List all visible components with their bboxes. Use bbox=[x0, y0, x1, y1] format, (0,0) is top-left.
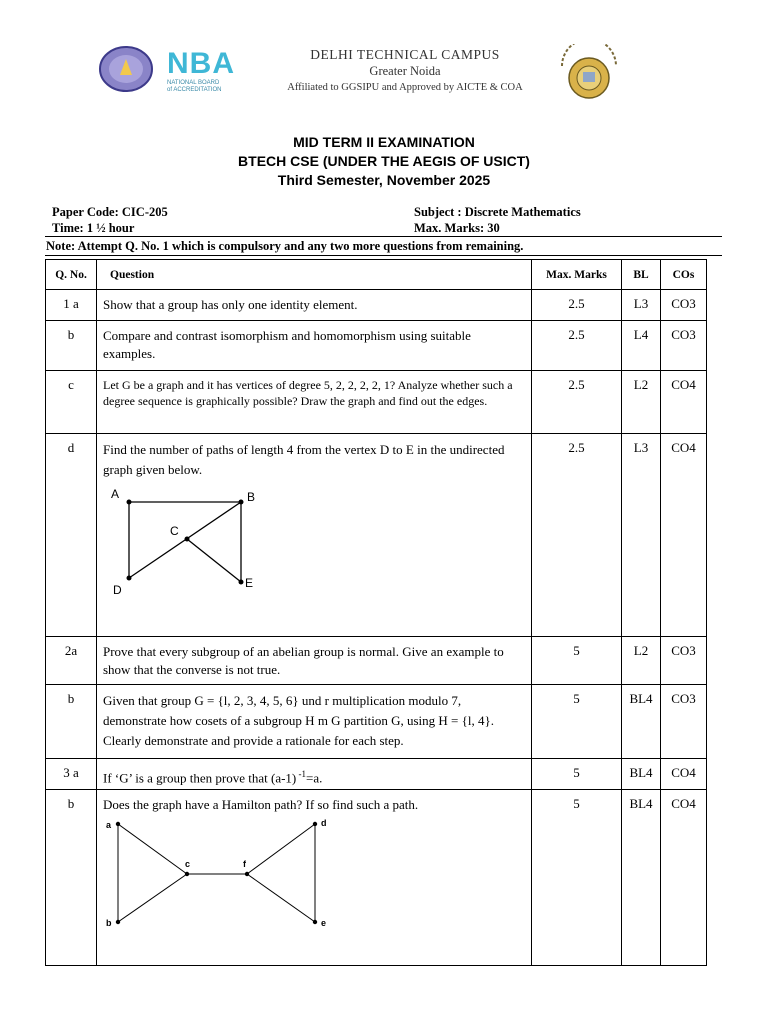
table-row bbox=[46, 759, 707, 790]
institute-name: DELHI TECHNICAL CAMPUS bbox=[310, 47, 500, 62]
marks-cell: 5 bbox=[532, 685, 622, 759]
table-row bbox=[46, 321, 707, 371]
divider-bottom bbox=[45, 255, 722, 256]
co-cell: CO4 bbox=[661, 434, 707, 637]
header-question: Question bbox=[97, 260, 532, 290]
bl-cell: L4 bbox=[622, 321, 661, 371]
co-cell: CO4 bbox=[661, 759, 707, 790]
institute-affiliation: Affiliated to GGSIPU and Approved by AICTE & COA bbox=[287, 82, 523, 93]
header-max-marks: Max. Marks bbox=[532, 260, 622, 290]
question-number: b bbox=[46, 685, 97, 759]
co-cell: CO3 bbox=[661, 685, 707, 759]
co-cell: CO3 bbox=[661, 321, 707, 371]
edge-c-e bbox=[187, 539, 241, 582]
institute-location: Greater Noida bbox=[369, 64, 441, 78]
nba-subtitle-2: of ACCREDITATION bbox=[167, 87, 222, 93]
nba-logo bbox=[167, 48, 237, 98]
question-number: 2a bbox=[46, 637, 97, 685]
vertex-b bbox=[116, 920, 120, 924]
divider-top bbox=[45, 236, 722, 237]
table-row bbox=[46, 685, 707, 759]
ggsipu-seal bbox=[556, 44, 622, 100]
question-cell bbox=[97, 759, 532, 790]
nba-subtitle-1: NATIONAL BOARD bbox=[167, 80, 220, 86]
marks-cell: 2.5 bbox=[532, 290, 622, 321]
vertex-e bbox=[239, 580, 244, 585]
program-title: BTECH CSE (UNDER THE AEGIS OF USICT) bbox=[238, 153, 530, 169]
exam-time: Time: 1 ½ hour bbox=[52, 221, 135, 235]
vertex-label-d: D bbox=[113, 583, 122, 597]
table-row bbox=[46, 637, 707, 685]
question-number: d bbox=[46, 434, 97, 637]
marks-cell: 5 bbox=[532, 759, 622, 790]
vertex-c bbox=[185, 872, 189, 876]
vertex-label-f: f bbox=[243, 859, 246, 869]
marks-cell: 2.5 bbox=[532, 434, 622, 637]
vertex-label-e: E bbox=[245, 576, 254, 590]
question-number: 1 a bbox=[46, 290, 97, 321]
bl-cell: L3 bbox=[622, 290, 661, 321]
question-number: b bbox=[46, 790, 97, 966]
edge-b-c bbox=[118, 874, 187, 922]
bl-cell: BL4 bbox=[622, 790, 661, 966]
semester-title: Third Semester, November 2025 bbox=[277, 172, 491, 188]
vertex-a bbox=[127, 500, 132, 505]
vertex-label-e: e bbox=[321, 918, 327, 928]
co-cell: CO4 bbox=[661, 371, 707, 434]
edge-f-d bbox=[247, 824, 315, 874]
question-text: Find the number of paths of length 4 from the vertex D to E in the undirected graph given below. bbox=[103, 442, 505, 477]
edge-f-e bbox=[247, 874, 315, 922]
marks-cell: 5 bbox=[532, 790, 622, 966]
question-text: Show that a group has only one identity element. bbox=[97, 290, 532, 321]
co-cell: CO3 bbox=[661, 637, 707, 685]
co-cell: CO3 bbox=[661, 290, 707, 321]
vertex-b bbox=[239, 500, 244, 505]
graph-figure-1 bbox=[103, 486, 273, 598]
note: Note: Attempt Q. No. 1 which is compulsory and any two more questions from remaining. bbox=[46, 239, 524, 253]
vertex-label-c: C bbox=[170, 524, 179, 538]
bl-cell: BL4 bbox=[622, 685, 661, 759]
vertex-e bbox=[313, 920, 317, 924]
question-number: 3 a bbox=[46, 759, 97, 790]
question-text: Compare and contrast isomorphism and homomorphism using suitable examples. bbox=[97, 321, 532, 371]
bl-cell: L3 bbox=[622, 434, 661, 637]
marks-cell: 2.5 bbox=[532, 321, 622, 371]
question-number: c bbox=[46, 371, 97, 434]
vertex-label-c: c bbox=[185, 859, 191, 869]
question-text: Let G be a graph and it has vertices of degree 5, 2, 2, 2, 2, 1? Analyze whether such a degree sequence is graphically possible? Draw the graph and find out the edges. bbox=[97, 371, 532, 434]
question-text: Prove that every subgroup of an abelian group is normal. Give an example to show that the converse is not true. bbox=[97, 637, 532, 685]
exam-title: MID TERM II EXAMINATION bbox=[293, 134, 475, 150]
vertex-f bbox=[245, 872, 249, 876]
header-bl: BL bbox=[622, 260, 661, 290]
vertex-label-b: B bbox=[247, 490, 256, 504]
paper-code: Paper Code: CIC-205 bbox=[52, 205, 168, 219]
question-text: If ‘G’ is a group then prove that (a-1) bbox=[103, 770, 297, 786]
nba-logo-text: NBA bbox=[167, 47, 235, 80]
marks-cell: 2.5 bbox=[532, 371, 622, 434]
question-number: b bbox=[46, 321, 97, 371]
table-header-row bbox=[46, 260, 707, 290]
table-row bbox=[46, 434, 707, 637]
table-row bbox=[46, 371, 707, 434]
table-row bbox=[46, 790, 707, 966]
question-text: Given that group G = {l, 2, 3, 4, 5, 6} und r multiplication modulo 7, demonstrate how cosets of a subgroup H m G partition G, using H = {l, 4}. Clearly demonstrate and provide a rationale for each step. bbox=[97, 685, 532, 759]
header-qno: Q. No. bbox=[46, 260, 97, 290]
vertex-label-d: d bbox=[321, 818, 327, 828]
subject: Subject : Discrete Mathematics bbox=[414, 205, 581, 219]
header-cos: COs bbox=[661, 260, 707, 290]
graph-figure-2 bbox=[103, 816, 343, 928]
superscript: -1 bbox=[296, 769, 306, 779]
max-marks: Max. Marks: 30 bbox=[414, 221, 500, 235]
table-row bbox=[46, 290, 707, 321]
vertex-d bbox=[313, 822, 317, 826]
question-cell bbox=[97, 434, 532, 637]
bl-cell: L2 bbox=[622, 371, 661, 434]
university-logo bbox=[98, 45, 154, 95]
question-cell bbox=[97, 790, 532, 966]
vertex-a bbox=[116, 822, 120, 826]
vertex-c bbox=[185, 537, 190, 542]
vertex-label-a: A bbox=[111, 487, 120, 501]
question-table bbox=[45, 259, 707, 966]
question-text-end: =a. bbox=[306, 770, 323, 786]
vertex-d bbox=[127, 576, 132, 581]
edge-a-c bbox=[118, 824, 187, 874]
institute-header bbox=[270, 46, 540, 96]
vertex-label-b: b bbox=[106, 918, 112, 928]
bl-cell: L2 bbox=[622, 637, 661, 685]
co-cell: CO4 bbox=[661, 790, 707, 966]
vertex-label-a: a bbox=[106, 820, 112, 830]
marks-cell: 5 bbox=[532, 637, 622, 685]
question-text: Does the graph have a Hamilton path? If so find such a path. bbox=[103, 797, 419, 812]
bl-cell: BL4 bbox=[622, 759, 661, 790]
